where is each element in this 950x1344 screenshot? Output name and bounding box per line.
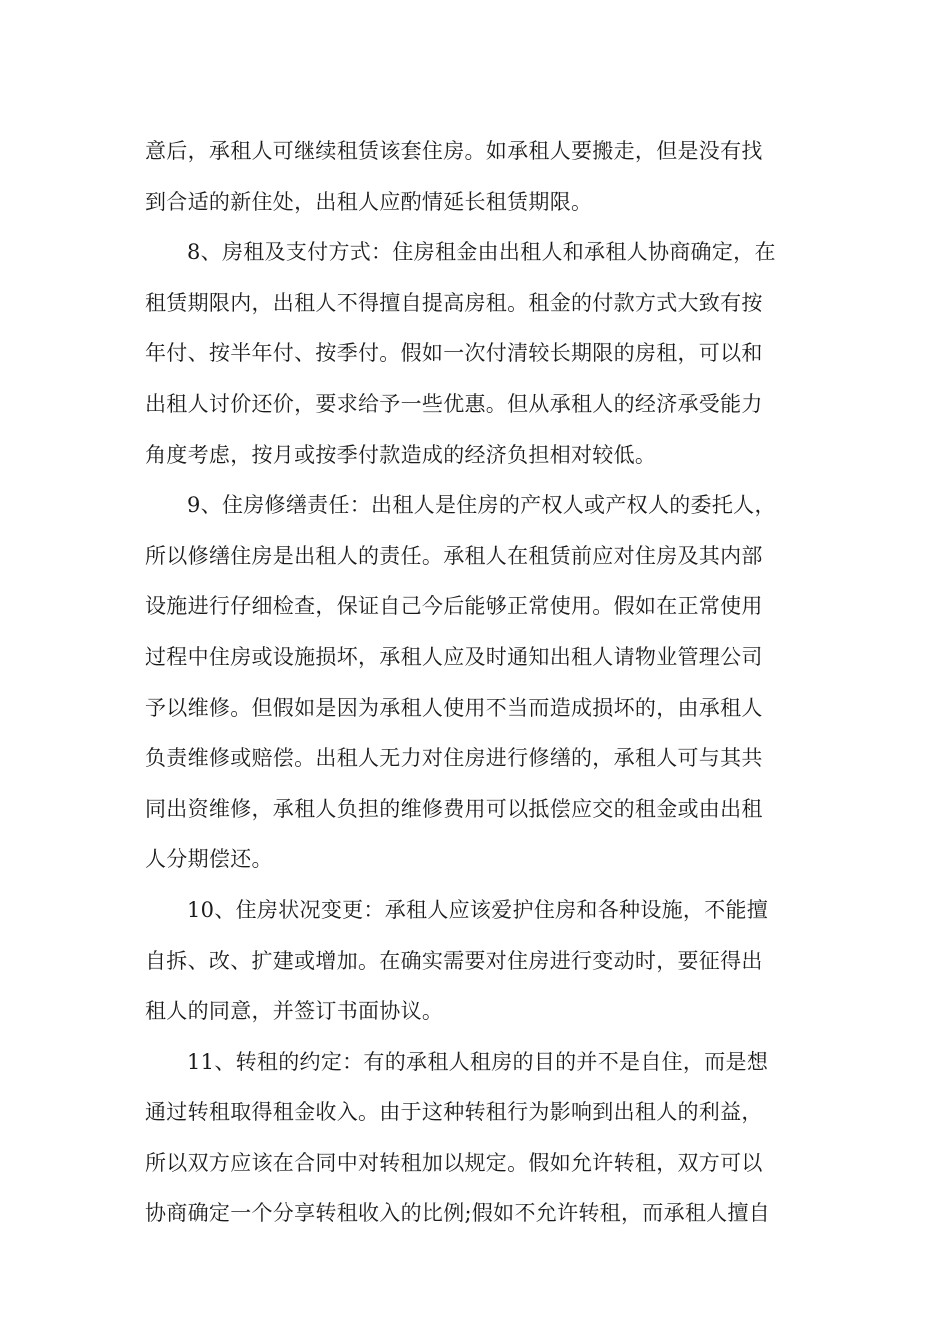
text-line: 协商确定一个分享转租收入的比例;假如不允许转租，而承租人擅自 bbox=[145, 1201, 771, 1226]
text-line: 11、转租的约定：有的承租人租房的目的并不是自住，而是想 bbox=[187, 1049, 769, 1074]
text-line: 负责维修或赔偿。出租人无力对住房进行修缮的，承租人可与其共 bbox=[145, 746, 763, 771]
text-line: 同出资维修，承租人负担的维修费用可以抵偿应交的租金或由出租 bbox=[145, 796, 763, 821]
text-line: 租人的同意，并签订书面协议。 bbox=[145, 999, 444, 1024]
text-line: 年付、按半年付、按季付。假如一次付清较长期限的房租，可以和 bbox=[145, 341, 763, 366]
text-line: 到合适的新住处，出租人应酌情延长租赁期限。 bbox=[145, 189, 593, 214]
text-line: 过程中住房或设施损坏，承租人应及时通知出租人请物业管理公司 bbox=[145, 644, 763, 669]
text-line: 8、房租及支付方式：住房租金由出租人和承租人协商确定，在 bbox=[187, 240, 776, 265]
paragraph-8 bbox=[145, 227, 810, 480]
text-line: 通过转租取得租金收入。由于这种转租行为影响到出租人的利益， bbox=[145, 1100, 763, 1125]
text-line: 设施进行仔细检查，保证自己今后能够正常使用。假如在正常使用 bbox=[145, 594, 763, 619]
text-line: 所以修缮住房是出租人的责任。承租人在租赁前应对住房及其内部 bbox=[145, 543, 763, 568]
text-line: 10、住房状况变更：承租人应该爱护住房和各种设施，不能擅 bbox=[187, 897, 769, 922]
text-line: 予以维修。但假如是因为承租人使用不当而造成损坏的，由承租人 bbox=[145, 695, 763, 720]
paragraph-11 bbox=[145, 1037, 810, 1239]
paragraph-continuation bbox=[145, 126, 810, 227]
paragraph-9 bbox=[145, 480, 810, 885]
paragraph-10 bbox=[145, 885, 810, 1037]
text-line: 意后，承租人可继续租赁该套住房。如承租人要搬走，但是没有找 bbox=[145, 139, 763, 163]
text-line: 9、住房修缮责任：出租人是住房的产权人或产权人的委托人， bbox=[187, 493, 776, 518]
text-line: 自拆、改、扩建或增加。在确实需要对住房进行变动时，要征得出 bbox=[145, 948, 763, 973]
text-line: 出租人讨价还价，要求给予一些优惠。但从承租人的经济承受能力 bbox=[145, 391, 763, 416]
text-line: 角度考虑，按月或按季付款造成的经济负担相对较低。 bbox=[145, 442, 657, 467]
document-body bbox=[145, 126, 810, 1239]
text-line: 所以双方应该在合同中对转租加以规定。假如允许转租，双方可以 bbox=[145, 1150, 763, 1175]
text-line: 人分期偿还。 bbox=[145, 847, 273, 872]
text-line: 租赁期限内，出租人不得擅自提高房租。租金的付款方式大致有按 bbox=[145, 290, 763, 315]
